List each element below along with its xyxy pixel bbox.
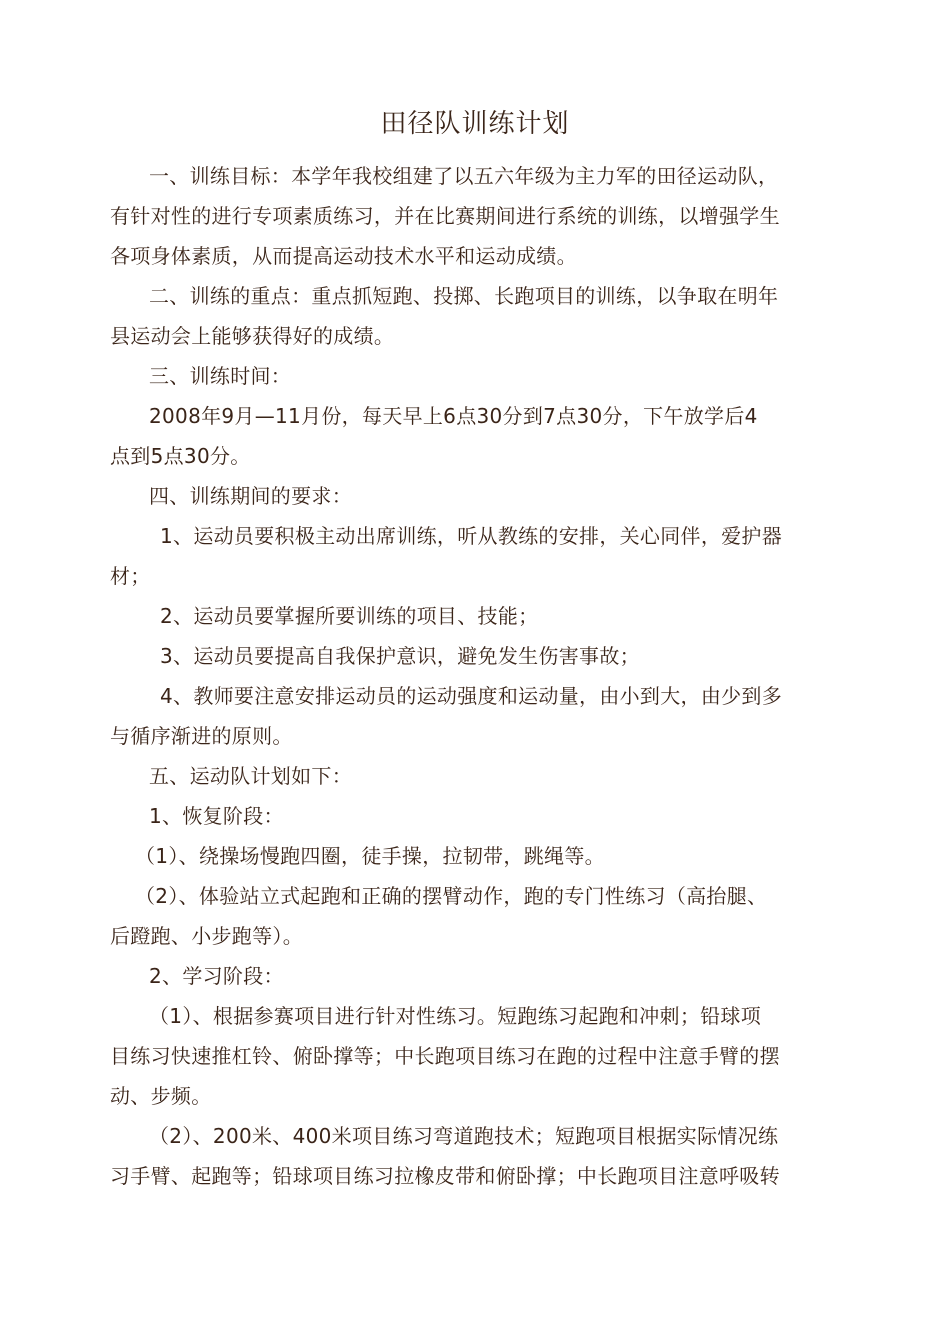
requirement-3: 3、运动员要提高自我保护意识，避免发生伤害事故；: [160, 644, 640, 668]
paragraph-goal-line-2: 有针对性的进行专项素质练习，并在比赛期间进行系统的训练，以增强学生: [110, 204, 780, 228]
section-time-heading: 三、训练时间：: [149, 364, 292, 388]
phase-recovery-heading: 1、恢复阶段：: [149, 804, 284, 828]
learning-item-2-line-1: （2）、200米、400米项目练习弯道跑技术；短跑项目根据实际情况练: [149, 1124, 779, 1148]
recovery-item-2-line-1: （2）、体验站立式起跑和正确的摆臂动作，跑的专门性练习（高抬腿、: [135, 884, 768, 908]
paragraph-goal-line-1: 一、训练目标：本学年我校组建了以五六年级为主力军的田径运动队，: [149, 164, 779, 188]
requirement-1-line-1: 1、运动员要积极主动出席训练，听从教练的安排，关心同伴，爱护器: [160, 524, 783, 548]
recovery-item-1: （1）、绕操场慢跑四圈，徒手操，拉韧带，跳绳等。: [135, 844, 605, 868]
phase-learning-heading: 2、学习阶段：: [149, 964, 284, 988]
requirement-4-line-1: 4、教师要注意安排运动员的运动强度和运动量，由小到大，由少到多: [160, 684, 783, 708]
learning-item-1-line-2: 目练习快速推杠铃、俯卧撑等；中长跑项目练习在跑的过程中注意手臂的摆: [110, 1044, 780, 1068]
document-title: 田径队训练计划: [380, 109, 570, 139]
paragraph-time-line-1: 2008年9月—11月份，每天早上6点30分到7点30分，下午放学后4: [149, 404, 758, 428]
learning-item-1-line-1: （1）、根据参赛项目进行针对性练习。短跑练习起跑和冲刺；铅球项: [149, 1004, 762, 1028]
requirement-1-line-2: 材；: [110, 564, 151, 588]
requirement-4-line-2: 与循序渐进的原则。: [110, 724, 293, 748]
recovery-item-2-line-2: 后蹬跑、小步跑等）。: [110, 924, 303, 948]
learning-item-2-line-2: 习手臂、起跑等；铅球项目练习拉橡皮带和俯卧撑；中长跑项目注意呼吸转: [110, 1164, 780, 1188]
paragraph-focus-line-1: 二、训练的重点：重点抓短跑、投掷、长跑项目的训练，以争取在明年: [149, 284, 779, 308]
paragraph-goal-line-3: 各项身体素质，从而提高运动技术水平和运动成绩。: [110, 244, 577, 268]
paragraph-time-line-2: 点到5点30分。: [110, 444, 251, 468]
section-requirements-heading: 四、训练期间的要求：: [149, 484, 352, 508]
paragraph-focus-line-2: 县运动会上能够获得好的成绩。: [110, 324, 395, 348]
section-plan-heading: 五、运动队计划如下：: [149, 764, 352, 788]
requirement-2: 2、运动员要掌握所要训练的项目、技能；: [160, 604, 539, 628]
learning-item-1-line-3: 动、步频。: [110, 1084, 212, 1108]
